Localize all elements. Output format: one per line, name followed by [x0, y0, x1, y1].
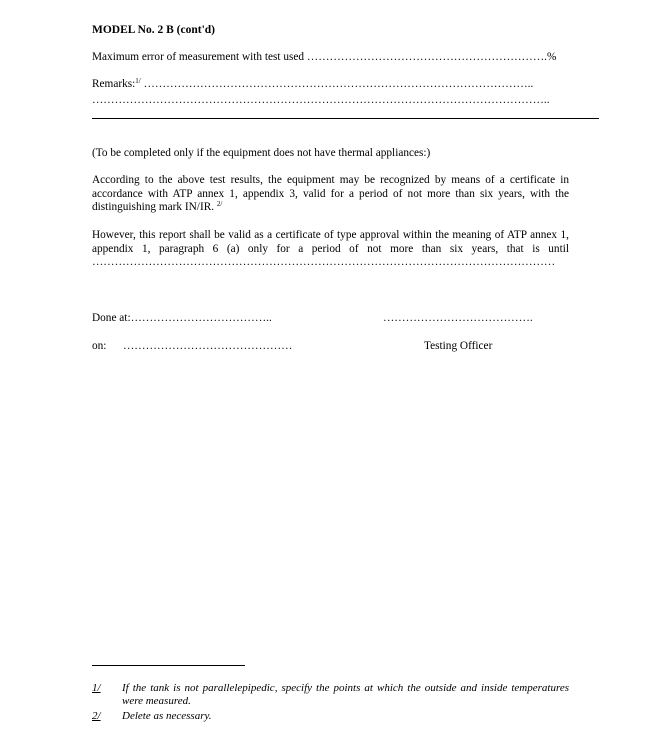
footnote-ref-2: 2/ [216, 200, 223, 208]
remarks-label: Remarks: [92, 78, 136, 90]
remarks-dots: ………………………………………………………………………………………….. [140, 78, 534, 90]
max-error-field: Maximum error of measurement with test used ……………………………………………………….% [92, 51, 557, 63]
footnote-text: If the tank is not parallelepipedic, specify the points at which the outside and inside temperatures were measured. [122, 682, 569, 707]
thermal-note: (To be completed only if the equipment does not have thermal appliances:) [92, 147, 431, 159]
remarks-continuation-line: ………………………………………………………………………………………………………….. [92, 94, 550, 106]
footnote-text: Delete as necessary. [122, 710, 212, 722]
page-title: MODEL No. 2 B (cont'd) [92, 24, 215, 36]
date-field: ……………………………………… [123, 340, 293, 352]
recognition-text: According to the above test results, the equipment may be recognized by means of a certificate in accordance with ATP annex 1, appendix 3, valid for a period of not more than six years, with the distinguishing mark IN/IR. [92, 174, 569, 213]
footnote-mark: 2/ [92, 710, 101, 722]
footnote-ref-1: 1/ [135, 77, 141, 85]
section-divider [92, 118, 599, 119]
testing-officer-label: Testing Officer [424, 340, 493, 352]
footnote-mark: 1/ [92, 682, 101, 694]
validity-paragraph: However, this report shall be valid as a certificate of type approval within the meaning of ATP annex 1, appendix 1, paragraph 6 (a) only for a period of not more than six years, that is until …………………………………………………………………………………………………………… [92, 229, 569, 268]
done-at-field: Done at:……………………………….. [92, 312, 272, 324]
recognition-paragraph [92, 174, 569, 215]
signature-line: …………………………………. [383, 312, 533, 324]
on-label: on: [92, 340, 107, 352]
remarks-field [92, 79, 533, 90]
footnote-divider [92, 665, 245, 666]
